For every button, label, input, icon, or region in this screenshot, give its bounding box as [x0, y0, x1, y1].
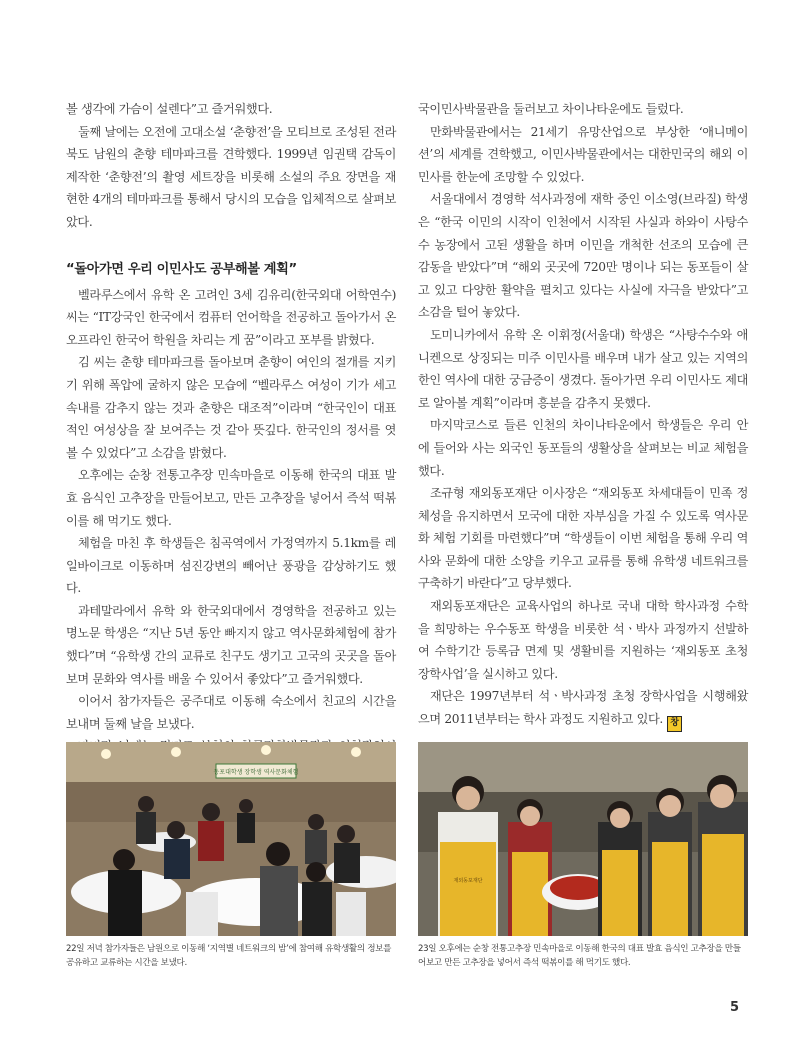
- paragraph: 만화박물관에서는 21세기 유망산업으로 부상한 ‘애니메이션’의 세계를 견학했고, 이민사박물관에서는 대한민국의 해외 이민사를 한눈에 조망할 수 있었다.: [418, 124, 748, 184]
- paragraph: 둘째 날에는 오전에 고대소설 ‘춘향전’을 모티브로 조성된 전라북도 남원의 춘향 테마파크를 견학했다. 1999년 임권택 감독이 제작한 ‘춘향전’의 촬영 세트장을 비롯해 소설의 주요 장면을 재현한 4개의 테마파크를 통해서 당시의 모습을 입체적으로 살펴보았다.: [66, 124, 396, 229]
- right-text-column: [418, 98, 748, 732]
- paragraph-final-text: 재단은 1997년부터 석ㆍ박사과정 초청 장학사업을 시행해왔으며 2011년부터는 학사 과정도 지원하고 있다.: [418, 689, 748, 727]
- paragraph: 도미니카에서 유학 온 이휘정(서울대) 학생은 “사탕수수와 애니켄으로 상징되는 미주 이민사를 배우며 내가 살고 있는 지역의 한인 역사에 대한 궁금증이 생겼다. 돌아가면 우리 이민사도 제대로 알아볼 계획”이라며 흥분을 감추지 못했다.: [418, 327, 748, 410]
- end-mark-icon: 창: [667, 716, 682, 732]
- paragraph: 국이민사박물관을 둘러보고 차이나타운에도 들렀다.: [418, 102, 684, 116]
- banquet-photo-illustration: [66, 742, 396, 936]
- photo-caption-right: 23일 오후에는 순창 전통고추장 민속마을로 이동해 한국의 대표 발효 음식인 고추장을 만들어보고 만든 고추장을 넣어서 즉석 떡볶이를 해 먹기도 했다.: [418, 944, 741, 968]
- banner-text: 동포대학생 장학생 역사문화체험: [213, 769, 299, 776]
- paragraph: 김 씨는 춘향 테마파크를 돌아보며 춘향이 여인의 절개를 지키기 위해 폭압에 굴하지 않은 모습에 “벨라루스 여성이 기가 세고 속내를 감추지 않는 것과 춘향은 대조적”이라며 “한국인이 대표적인 여성상을 잘 보여주는 것 같아 뜻깊다. 한국인의 정서를 엿볼 수 있었다”고 소감을 밝혔다.: [66, 355, 396, 460]
- photo-networking-night: [66, 742, 396, 936]
- paragraph: 체험을 마친 후 학생들은 침곡역에서 가정역까지 5.1km를 레일바이크로 이동하며 섬진강변의 빼어난 풍광을 감상하기도 했다.: [66, 536, 396, 596]
- photo-gochujang-making: [418, 742, 748, 936]
- left-text-column: [66, 98, 396, 781]
- paragraph: 재외동포재단은 교육사업의 하나로 국내 대학 학사과정 수학을 희망하는 우수동포 학생을 비롯한 석ㆍ박사 과정까지 선발하여 수학기간 등록금 면제 및 생활비를 지원하는 ‘재외동포 초청 장학사업’을 실시하고 있다.: [418, 599, 748, 681]
- gochujang-photo-illustration: [418, 742, 748, 936]
- paragraph: 벨라루스에서 유학 온 고려인 3세 김유리(한국외대 어학연수)씨는 “IT강국인 한국에서 컴퓨터 언어학을 전공하고 돌아가서 온오프라인 한국어 학원을 차리는 게 꿈”이라고 포부를 밝혔다.: [66, 287, 396, 347]
- paragraph-final: [418, 685, 748, 732]
- photo-caption-left: 22일 저녁 참가자들은 남원으로 이동해 ‘지역별 네트워크의 밤’에 참여해 유학생활의 정보를 공유하고 교류하는 시간을 보냈다.: [66, 944, 392, 968]
- paragraph: 과테말라에서 유학 와 한국외대에서 경영학을 전공하고 있는 명노문 학생은 “지난 5년 동안 빠지지 않고 역사문화체험에 참가했다”며 “유학생 간의 교류로 친구도 생기고 고국의 곳곳을 돌아보며 문화와 역사를 배울 수 있어서 좋았다”고 즐거워했다.: [66, 603, 396, 686]
- paragraph: 오후에는 순창 전통고추장 민속마을로 이동해 한국의 대표 발효 음식인 고추장을 만들어보고, 만든 고추장을 넣어서 즉석 떡볶이를 해 먹기도 했다.: [66, 468, 396, 528]
- paragraph: 서울대에서 경영학 석사과정에 재학 중인 이소영(브라질) 학생은 “한국 이민의 시작이 인천에서 시작된 사실과 하와이 사탕수수 농장에서 고된 생활을 하며 이민을 개척한 선조의 모습에 큰 감동을 받았다”며 “해외 곳곳에 720만 명이나 되는 동포들이 살고 있고 다양한 활약을 펼치고 있다는 사실에 자극을 받았다”고 소감을 털어 놓았다.: [418, 192, 748, 320]
- page-number: 5: [730, 1000, 740, 1015]
- apron-text: 재외동포재단: [453, 878, 483, 884]
- section-heading: “돌아가면 우리 이민사도 공부해볼 계획”: [66, 261, 297, 277]
- paragraph: 이어서 참가자들은 공주대로 이동해 숙소에서 친교의 시간을 보내며 둘째 날을 보냈다.: [66, 694, 396, 731]
- paragraph: 마지막코스로 들른 인천의 차이나타운에서 학생들은 우리 안에 들어와 사는 외국인 동포들의 생활상을 살펴보는 비교 체험을 했다.: [418, 418, 748, 478]
- paragraph: 조규형 재외동포재단 이사장은 “재외동포 차세대들이 민족 정체성을 유지하면서 모국에 대한 자부심을 가질 수 있도록 역사문화 체험 기회를 마련했다”며 “학생들이 이번 체험을 통해 우리 역사와 문화에 대한 소양을 키우고 교류를 통해 유학생 네트워크를 구축하기 바란다”고 당부했다.: [418, 486, 748, 591]
- paragraph: 볼 생각에 가슴이 설렌다”고 즐거워했다.: [66, 102, 273, 116]
